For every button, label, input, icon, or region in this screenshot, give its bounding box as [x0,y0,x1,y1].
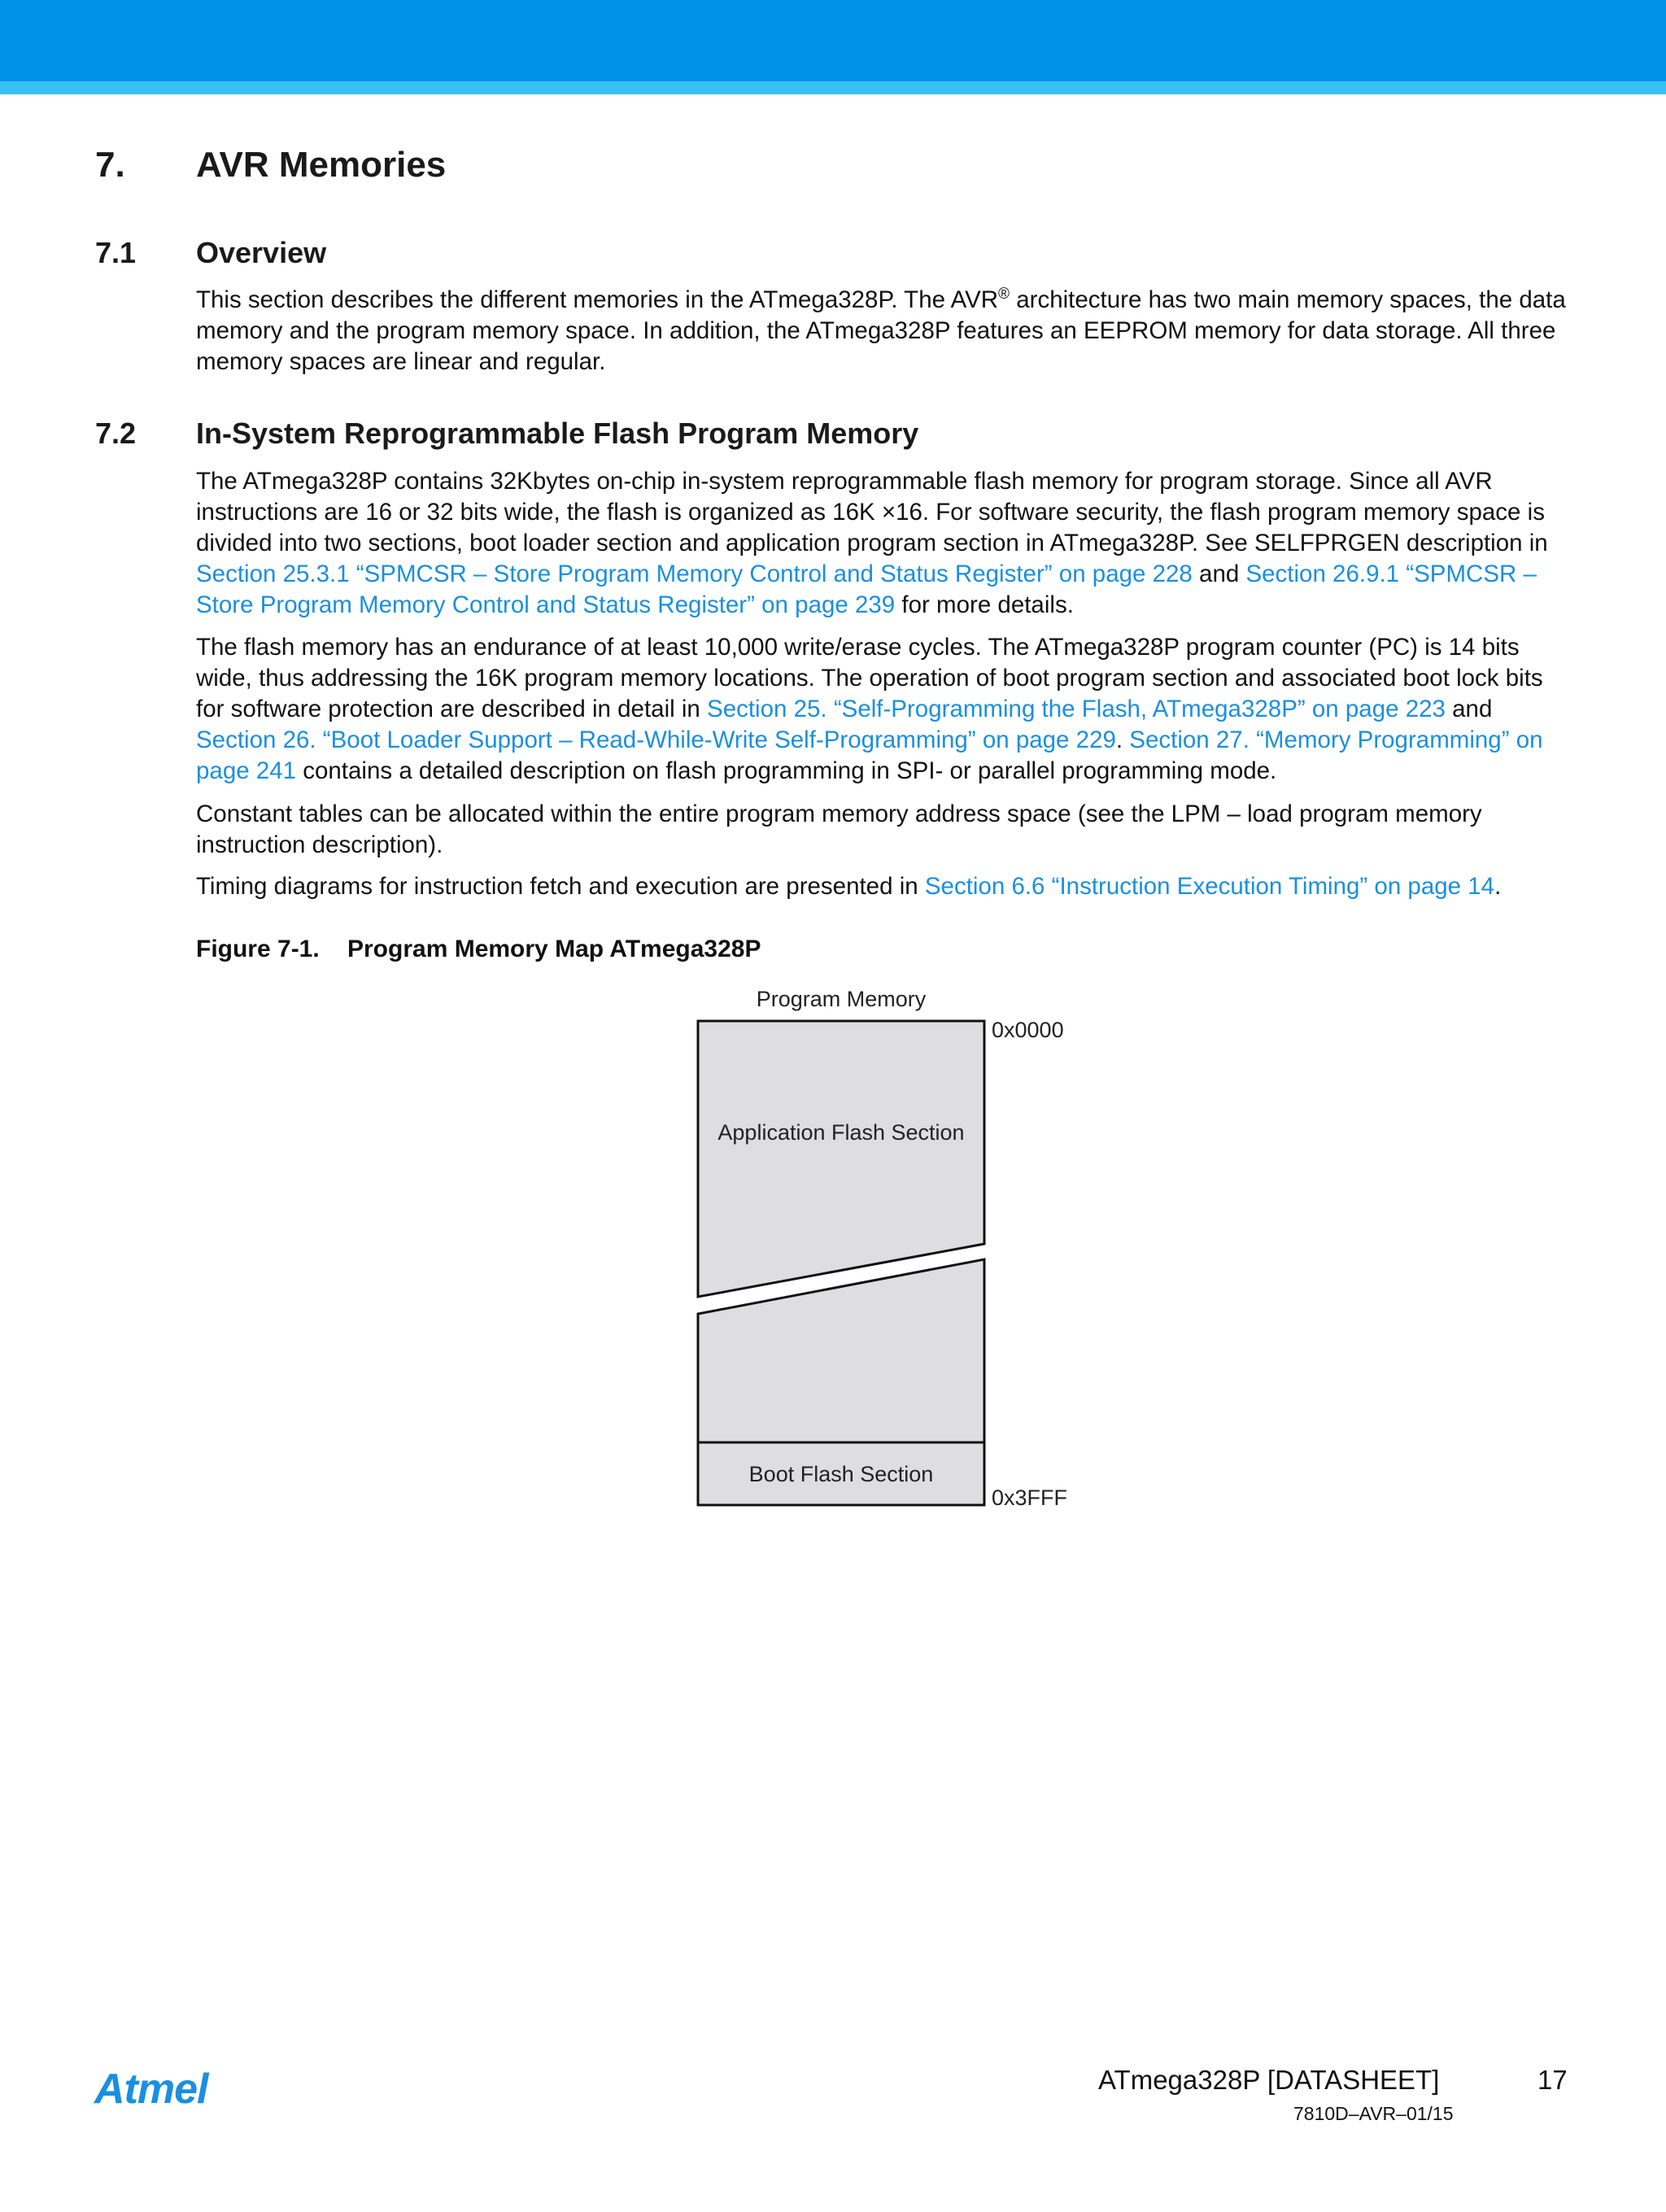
link-section-26-9-1[interactable]: Section 26.9.1 “SPMCSR – Store Program Memory Control and Status Register” on page 239 [196,561,1537,618]
flash-paragraph-2: The flash memory has an endurance of at least 10,000 write/erase cycles. The ATmega328P program counter (PC) is 14 bits wide, thus addressing the 16K program memory locations. The operation of boot program section and associated boot lock bits for software protection are described in detail in Section 25. “Self-Programming the Flash, ATmega328P” on page 223 and Section 26. “Boot Loader Support – Read-While-Write Self-Programming” on page 229. Section 27. “Memory Programming” on page 241 contains a detailed description on flash programming in SPI- or parallel programming mode. [196,634,1543,784]
application-flash-block [698,1021,984,1297]
flash-paragraph-3: Constant tables can be allocated within the entire program memory address space (see the LPM – load program memory instruction description). [196,801,1482,858]
section-number: 7.1 [95,236,137,269]
address-start: 0x0000 [992,1018,1064,1042]
link-section-25[interactable]: Section 25. “Self-Programming the Flash, ATmega328P” on page 223 [707,696,1446,722]
link-section-27[interactable]: Section 27. “Memory Programming” on page 241 [196,726,1543,784]
address-end: 0x3FFF [992,1486,1068,1510]
page-number: 17 [1537,2065,1568,2095]
section-number: 7.2 [95,417,137,450]
figure-number: Figure 7-1. [196,936,320,962]
flash-paragraph-4: Timing diagrams for instruction fetch and execution are presented in Section 6.6 “Instruction Execution Timing” on page 14. [196,873,1502,900]
link-section-6-6[interactable]: Section 6.6 “Instruction Execution Timing” on page 14 [924,873,1495,900]
overview-paragraph: This section describes the different memories in the ATmega328P. The AVR® architecture has two main memory spaces, the data memory and the program memory space. In addition, the ATmega328P features an EEPROM memory for data storage. All three memory spaces are linear and regular. [196,286,1566,375]
link-section-25-3-1[interactable]: Section 25.3.1 “SPMCSR – Store Program Memory Control and Status Register” on page 228 [196,561,1193,587]
link-section-26[interactable]: Section 26. “Boot Loader Support – Read-While-Write Self-Programming” on page 229 [196,726,1116,753]
atmel-logo: Atmel [94,2066,208,2113]
application-flash-label: Application Flash Section [717,1120,965,1145]
footer-document-title: ATmega328P [DATASHEET] [1098,2065,1440,2095]
section-title: AVR Memories [196,145,447,185]
diagram-heading: Program Memory [756,987,927,1011]
boot-flash-label: Boot Flash Section [748,1462,934,1486]
document-id: 7810D–AVR–01/15 [1293,2103,1454,2124]
section-title: In-System Reprogrammable Flash Program Memory [196,417,919,450]
section-title: Overview [196,236,327,269]
section-number: 7. [95,145,125,185]
figure-title: Program Memory Map ATmega328P [347,936,761,962]
registered-mark: ® [998,286,1010,303]
flash-paragraph-1: The ATmega328P contains 32Kbytes on-chip in-system reprogrammable flash memory for program storage. Since all AVR instructions are 16 or 32 bits wide, the flash is organized as 16K ×16. For software security, the flash program memory space is divided into two sections, boot loader section and application program section in ATmega328P. See SELFPRGEN description in Section 25.3.1 “SPMCSR – Store Program Memory Control and Status Register” on page 228 and Section 26.9.1 “SPMCSR – Store Program Memory Control and Status Register” on page 239 for more details. [196,468,1548,618]
